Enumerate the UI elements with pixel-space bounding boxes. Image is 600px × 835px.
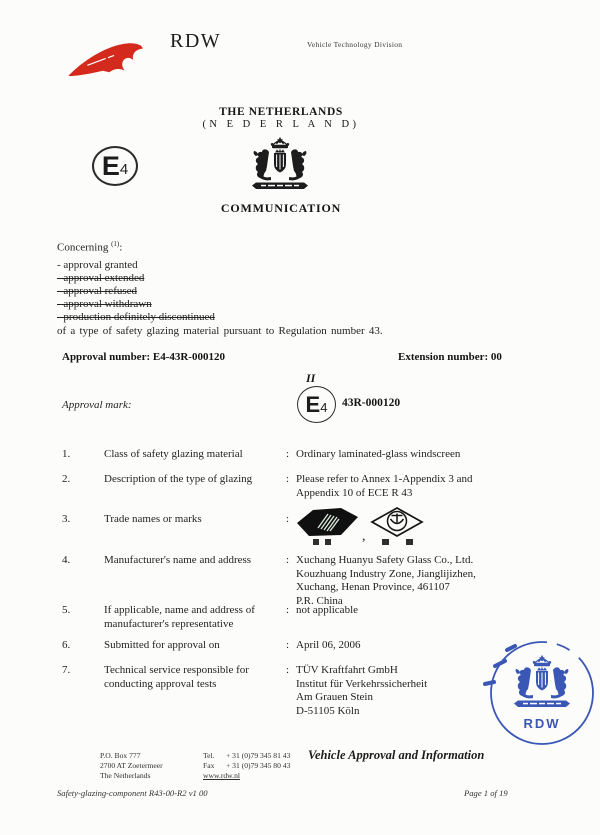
item-label: Class of safety glazing material — [104, 448, 243, 460]
footer-address: P.O. Box 777 2700 AT Zoetermeer The Netherlands — [100, 751, 163, 780]
option-approval-extended: - approval extended — [57, 271, 145, 284]
svg-text:RDW: RDW — [523, 716, 561, 731]
approval-number: Approval number: E4-43R-000120 — [62, 351, 225, 363]
item-number: 2. — [62, 473, 71, 485]
item-number: 5. — [62, 604, 71, 616]
item-label: Technical service responsible for conducting approval tests — [104, 664, 249, 690]
footnote-ref: (1) — [111, 240, 120, 248]
org-title: RDW — [170, 30, 222, 52]
item-value: Xuchang Huanyu Safety Glass Co., Ltd. Kouzhuang Industry Zone, Jianglijizhen, Xuchang, Henan Province, 461107 P.R. China — [296, 554, 476, 608]
item-row-7: 7. Technical service responsible for conducting approval tests : TÜV Kraftfahrt GmbH Institut für Verkehrssicherheit Am Grauen Stein D-51105 Köln — [62, 664, 428, 718]
item-value: TÜV Kraftfahrt GmbH Institut für Verkehrssicherheit Am Grauen Stein D-51105 Köln — [296, 664, 428, 718]
item-row-4: 4. Manufacturer's name and address : Xuchang Huanyu Safety Glass Co., Ltd. Kouzhuang Industry Zone, Jianglijizhen, Xuchang, Henan Province, 461107 P.R. China — [62, 554, 476, 608]
comma-separator: , — [362, 529, 366, 544]
item-label: Trade names or marks — [104, 513, 202, 525]
item-row-3: 3. Trade names or marks : , — [62, 513, 540, 553]
website-link[interactable]: www.rdw.nl — [203, 770, 240, 780]
item-number: 3. — [62, 513, 71, 525]
item-row-6: 6. Submitted for approval on : April 06, 2006 — [62, 639, 361, 651]
rdw-round-blue-stamp-icon — [481, 636, 599, 750]
concerning-subject: of a type of safety glazing material pursuant to Regulation number 43. — [57, 325, 383, 337]
e4-letter: E — [101, 150, 120, 181]
concerning-options-list — [57, 259, 215, 324]
item-label: Description of the type of glazing — [104, 473, 253, 485]
e4-number: 4 — [119, 160, 129, 178]
item-label: If applicable, name and address of manufacturer's representative — [104, 604, 255, 630]
fax-value: + 31 (0)79 345 80 43 — [226, 760, 291, 770]
item-row-2: 2. Description of the type of glazing : Please refer to Annex 1-Appendix 3 and Appendix 10 of ECE R 43 — [62, 473, 473, 499]
netherlands-coat-of-arms-icon — [248, 136, 312, 196]
option-production-discontinued: - production definitely discontinued — [57, 310, 215, 323]
item-value: April 06, 2006 — [296, 639, 361, 651]
item-value: not applicable — [296, 604, 359, 616]
item-value: Please refer to Annex 1-Appendix 3 and Appendix 10 of ECE R 43 — [296, 473, 473, 499]
footer-contact: Tel. + 31 (0)79 345 81 43 Fax + 31 (0)79 345 80 43 www.rdw.nl — [203, 751, 291, 780]
rdw-swoosh-logo-icon — [66, 35, 150, 85]
country-title: THE NETHERLANDS — [219, 106, 343, 118]
item-label: Submitted for approval on — [104, 639, 220, 651]
huanyu-diamond-circle-mark-icon — [372, 508, 422, 545]
item-row-5: 5. If applicable, name and address of manufacturer's representative : not applicable — [62, 604, 359, 630]
trade-marks-graphics — [296, 506, 428, 553]
footer-department: Vehicle Approval and Information — [308, 748, 485, 762]
communication-title: COMMUNICATION — [220, 201, 342, 215]
item-label: Manufacturer's name and address — [104, 554, 252, 566]
division-title: Vehicle Technology Division — [307, 40, 403, 49]
concerning-heading: Concerning $^{(1)}$: — [57, 240, 123, 254]
huanyu-hexagon-glass-mark-icon — [297, 508, 358, 545]
approval-mark-e4-badge: E 4 — [297, 386, 336, 423]
item-row-1: 1. Class of safety glazing material : Ordinary laminated-glass windscreen — [62, 448, 461, 460]
tel-value: + 31 (0)79 345 81 43 — [226, 751, 291, 760]
approval-mark-number: 43R-000120 — [342, 397, 401, 409]
item-number: 1. — [62, 448, 71, 460]
extension-number: Extension number: 00 — [398, 351, 502, 363]
approval-mark-class: II — [306, 371, 316, 385]
item-number: 6. — [62, 639, 71, 651]
country-subtitle: (N E D E R L A N D) — [202, 119, 360, 130]
document-reference: Safety-glazing-component R43-00-R2 v1 00 — [57, 788, 208, 798]
item-value: Ordinary laminated-glass windscreen — [296, 448, 461, 460]
item-number: 7. — [62, 664, 71, 676]
concerning-label: Concerning — [57, 241, 109, 254]
item-number: 4. — [62, 554, 71, 566]
e4-type-approval-mark — [92, 146, 138, 186]
option-approval-granted: - approval granted — [57, 259, 138, 271]
option-approval-withdrawn: - approval withdrawn — [57, 297, 152, 310]
approval-mark-caption: Approval mark: — [62, 399, 132, 411]
option-approval-refused: - approval refused — [57, 284, 138, 297]
page-number: Page 1 of 19 — [464, 788, 508, 798]
